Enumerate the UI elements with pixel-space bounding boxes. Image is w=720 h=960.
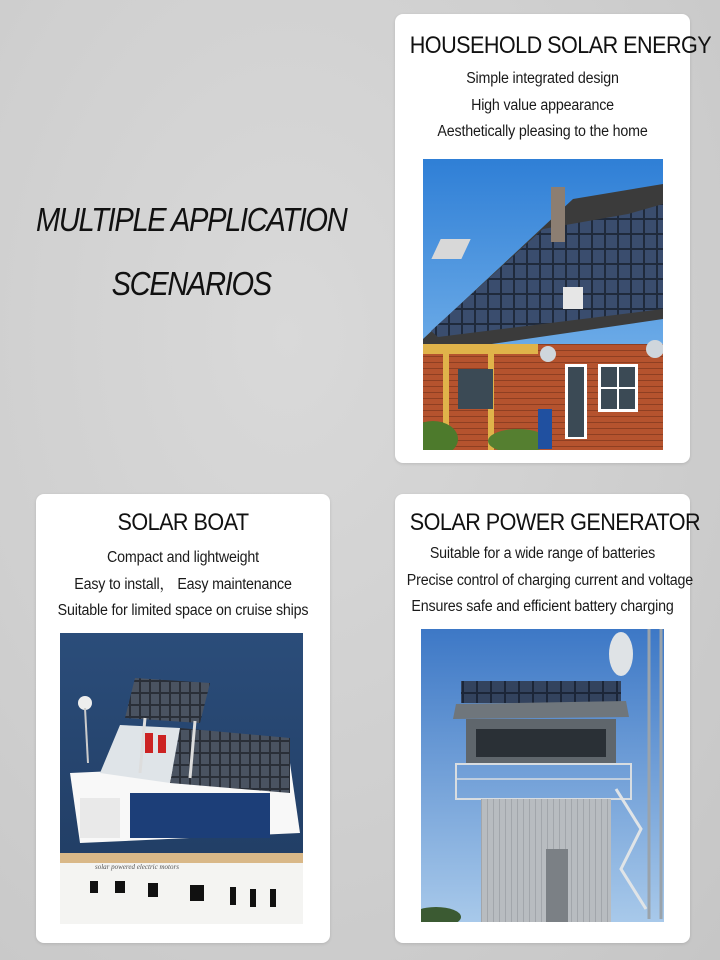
household-feature-1: Simple integrated design [466, 70, 619, 87]
solar-power-generator-card [395, 494, 701, 943]
boat-feature-1: Compact and lightweight [107, 549, 259, 566]
solar-tower-photo [421, 629, 664, 922]
boat-card-features [36, 545, 330, 625]
generator-feature-2: Precise control of charging current and voltage [406, 571, 694, 589]
boat-card-title: SOLAR BOAT [117, 509, 249, 536]
page-headline [24, 188, 358, 316]
household-feature-3: Aesthetically pleasing to the home [437, 123, 648, 140]
boat-feature-2: Easy to install， Easy maintenance [74, 575, 292, 593]
hull-lettering: solar powered electric motors [95, 863, 179, 871]
generator-card-features [395, 541, 694, 621]
boat-feature-3: Suitable for limited space on cruise ships [57, 602, 309, 619]
headline-line-1: MULTIPLE APPLICATION [36, 201, 347, 238]
household-solar-card [395, 14, 712, 463]
house-with-solar-roof-photo [423, 159, 663, 450]
household-card-title: HOUSEHOLD SOLAR ENERGY [409, 32, 712, 59]
generator-card-title: SOLAR POWER GENERATOR [409, 509, 701, 536]
household-feature-2: High value appearance [471, 96, 614, 114]
solar-boat-photo [60, 633, 303, 924]
solar-boat-card [36, 494, 330, 943]
headline-line-2: SCENARIOS [111, 265, 271, 302]
generator-feature-3: Ensures safe and efficient battery charging [411, 598, 674, 615]
household-card-features [395, 66, 690, 146]
generator-feature-1: Suitable for a wide range of batteries [429, 545, 656, 562]
